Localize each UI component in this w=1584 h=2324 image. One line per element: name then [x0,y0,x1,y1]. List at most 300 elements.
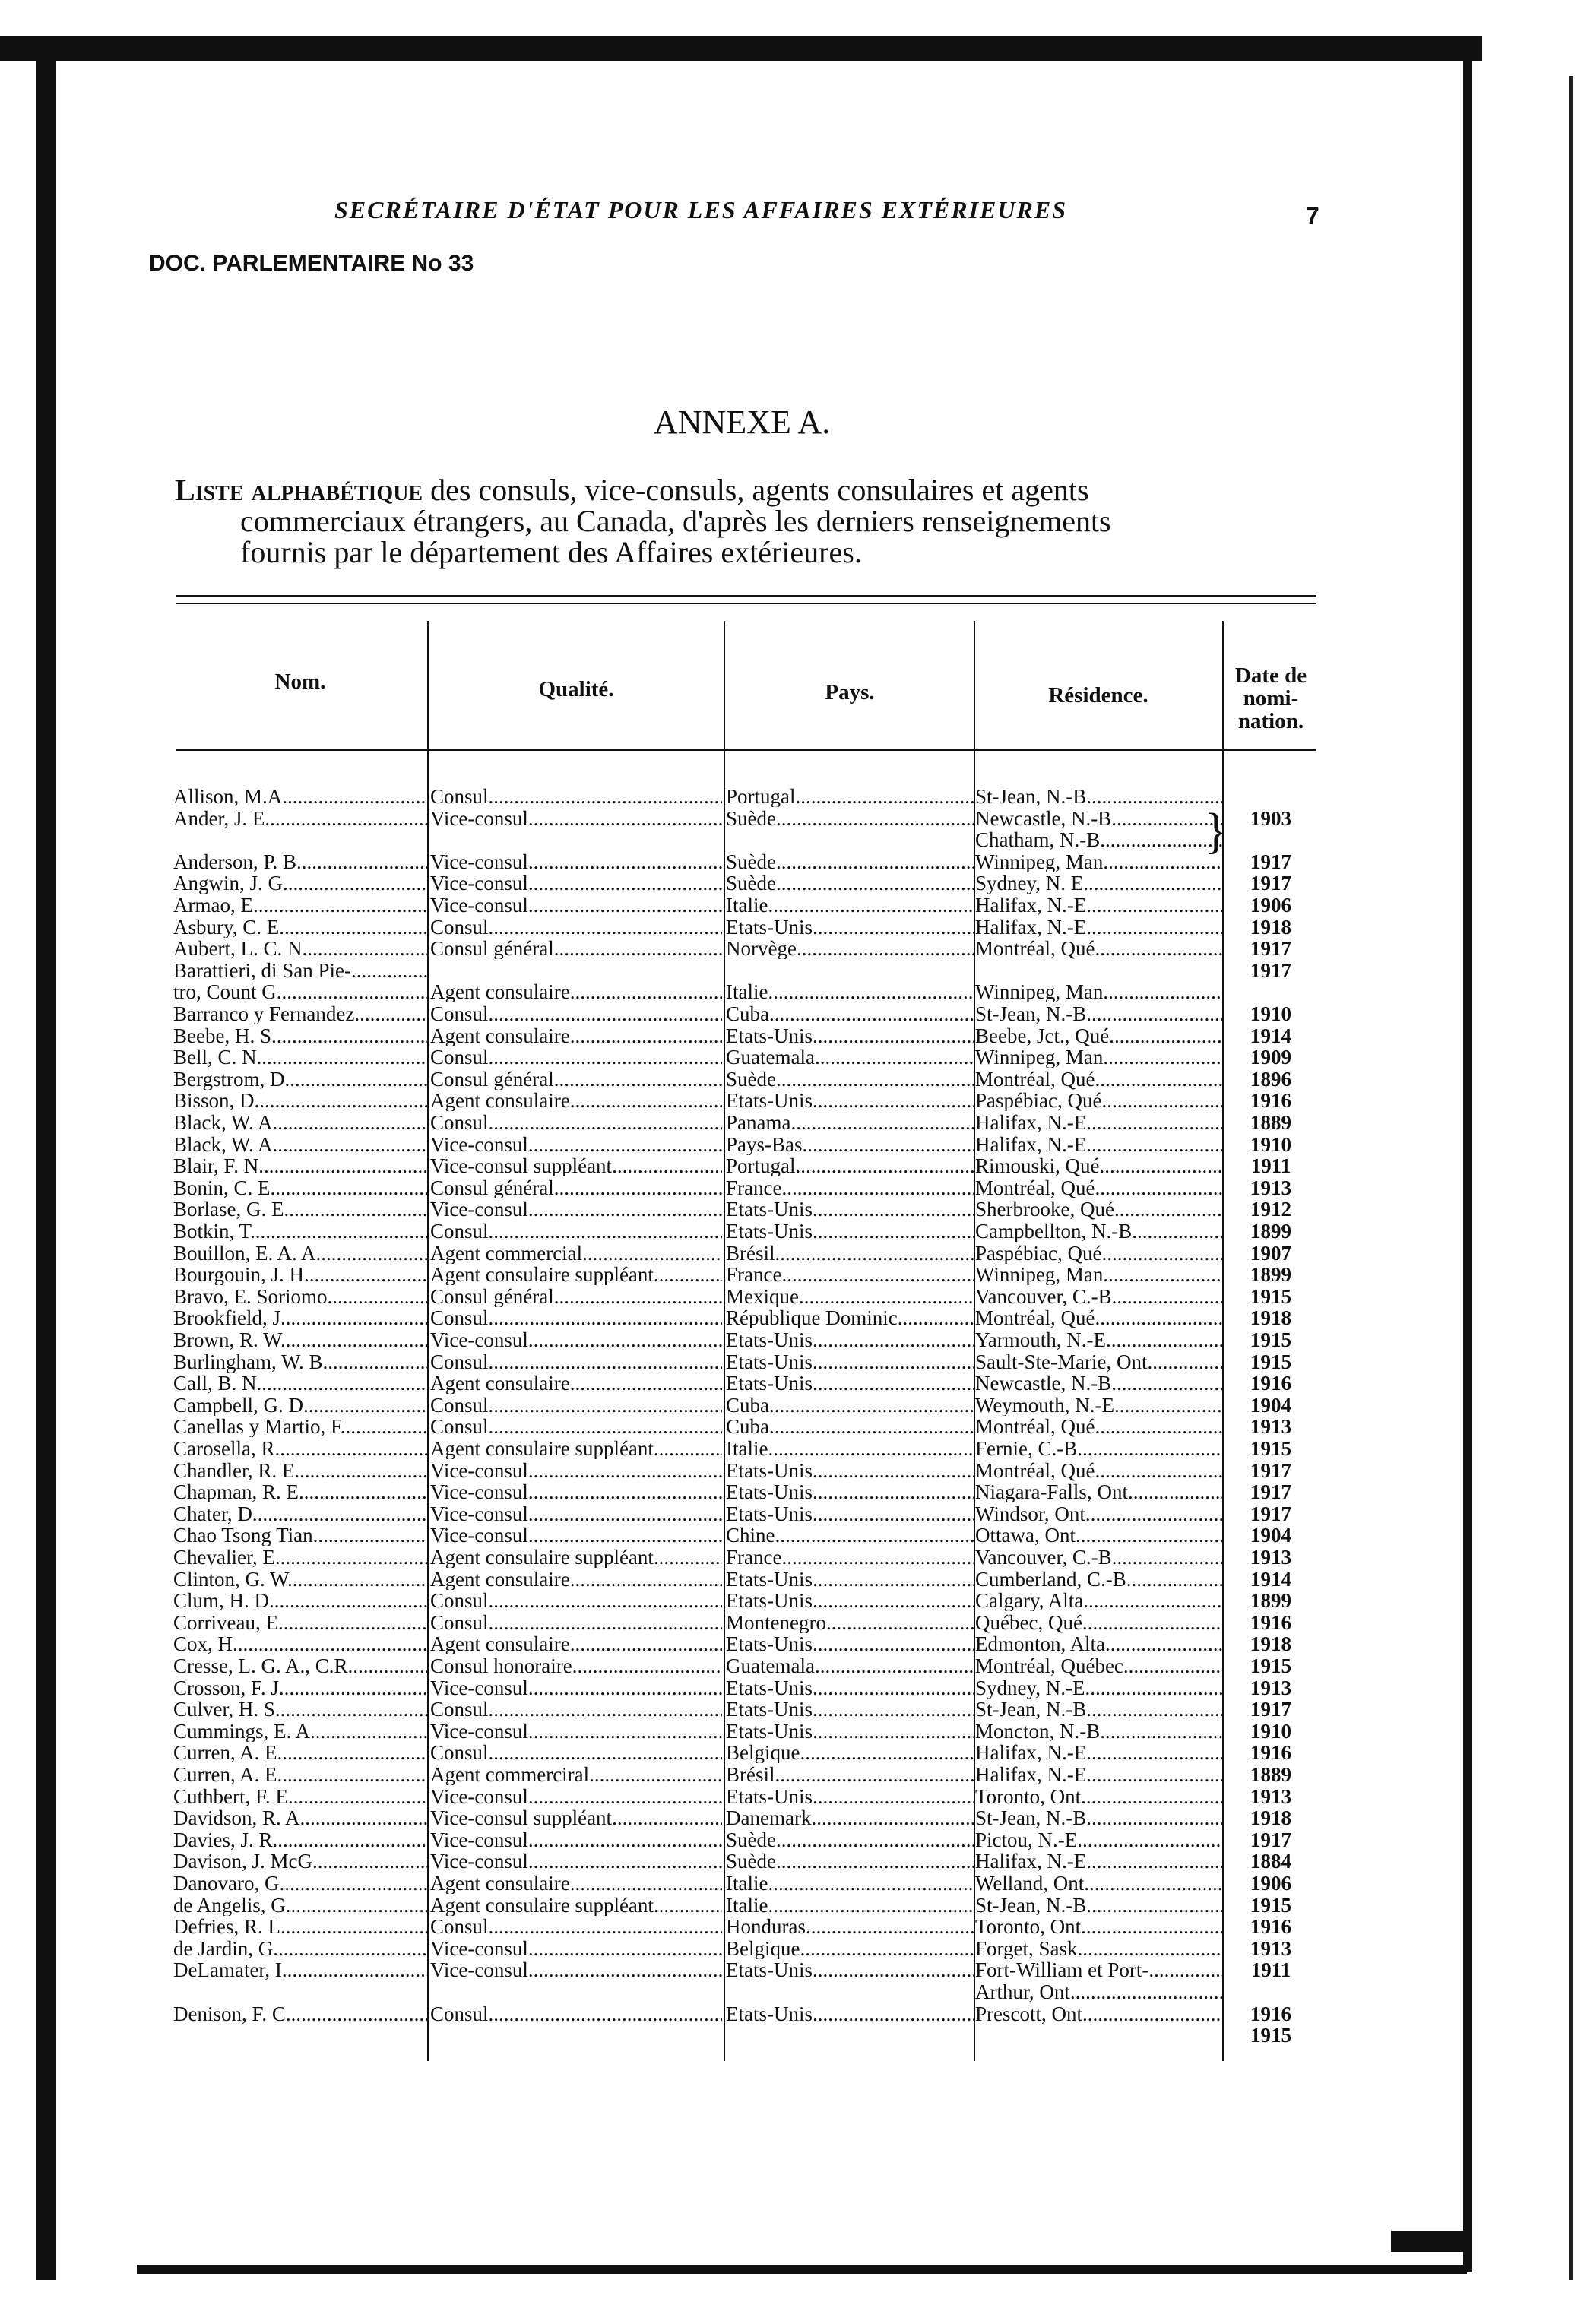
table-row [0,1438,1584,1459]
cell-nom: Botkin, T. ..... [173,1221,427,1242]
cell-residence: St-Jean, N.-B. ..... [975,1699,1222,1720]
cell-qualite: Consul ..... [430,1351,722,1373]
cell-qualite: Agent consulaire ..... [430,981,722,1002]
cell-pays: Etats-Unis ..... [726,2003,975,2025]
cell-pays: Etats-Unis ..... [726,1025,975,1046]
cell-qualite: Vice-consul ..... [430,1460,722,1481]
cell-qualite: Agent consulaire suppléant ..... [430,1547,722,1568]
table-row [0,1807,1584,1828]
table-row [0,1460,1584,1481]
cell-qualite: Consul général ..... [430,938,722,959]
cell-pays: Guatemala ..... [726,1046,975,1068]
cell-qualite: Consul ..... [430,1307,722,1328]
table-row [0,1612,1584,1633]
cell-qualite: Consul ..... [430,1395,722,1416]
cell-residence: Halifax, N.-E. ..... [975,1112,1222,1133]
cell-residence: Vancouver, C.-B. ..... [975,1547,1222,1568]
cell-qualite: Vice-consul ..... [430,1329,722,1350]
annex-title: ANNEXE A. [654,404,831,441]
cell-nom: Canellas y Martio, F. ..... [173,1416,427,1437]
cell-date: 1915 [1250,1285,1291,1307]
table-row [0,1916,1584,1937]
cell-pays: Etats-Unis ..... [726,1959,975,1980]
page-frame-top [0,36,1482,61]
cell-pays: Etats-Unis ..... [726,1090,975,1111]
table-row [0,1329,1584,1350]
table-row [0,1742,1584,1763]
residence-brace: } [1204,803,1228,859]
cell-date: 1906 [1250,1873,1291,1894]
cell-nom: Bouillon, E. A. A. ..... [173,1243,427,1264]
table-row [0,1829,1584,1851]
page-number: 7 [1306,202,1319,230]
cell-date: 1917 [1250,1459,1291,1481]
cell-qualite: Vice-consul ..... [430,894,722,916]
intro-line-2: commerciaux étrangers, au Canada, d'après les derniers renseignements [240,504,1111,538]
cell-nom: Allison, M.A. ..... [173,786,427,807]
cell-residence: St-Jean, N.-B. ..... [975,1003,1222,1024]
cell-date: 1916 [1250,1916,1291,1938]
cell-nom: Black, W. A. ..... [173,1134,427,1155]
cell-date: 1899 [1250,1221,1291,1242]
cell-pays: Etats-Unis ..... [726,1590,975,1611]
cell-nom: Asbury, C. E. ..... [173,917,427,938]
cell-date: 1917 [1250,959,1291,981]
cell-residence: Winnipeg, Man. ..... [975,1264,1222,1285]
cell-residence: Moncton, N.-B. ..... [975,1721,1222,1742]
cell-nom: de Jardin, G. ..... [173,1938,427,1959]
cell-date: 1904 [1250,1525,1291,1547]
cell-residence: Sherbrooke, Qué. ..... [975,1198,1222,1220]
cell-residence: Winnipeg, Man. ..... [975,851,1222,872]
cell-qualite: Agent consulaire ..... [430,1373,722,1394]
table-top-rule [176,595,1316,597]
cell-nom: Carosella, R. ..... [173,1438,427,1459]
header-date: Date de nomi- nation. [1234,663,1307,733]
cell-nom: Anderson, P. B. ..... [173,851,427,872]
cell-date: 1917 [1250,938,1291,960]
cell-date: 1911 [1250,1155,1291,1177]
cell-date: 1913 [1250,1416,1291,1438]
cell-qualite: Consul général ..... [430,1177,722,1198]
cell-qualite: Vice-consul ..... [430,1851,722,1872]
cell-qualite: Consul ..... [430,1612,722,1633]
table-row [0,786,1584,807]
cell-qualite: Vice-consul ..... [430,1198,722,1220]
cell-residence: Montréal, Qué. ..... [975,1416,1222,1437]
cell-residence: St-Jean, N.-B. ..... [975,786,1222,807]
cell-date: 1915 [1250,2025,1291,2047]
cell-nom: Chater, D. ..... [173,1503,427,1525]
cell-nom: tro, Count G. ..... [173,981,427,1002]
cell-nom: DeLamater, I. ..... [173,1959,427,1980]
table-row [0,1786,1584,1807]
table-row [0,1873,1584,1894]
cell-date: 1915 [1250,1655,1291,1677]
cell-residence: Forget, Sask. ..... [975,1938,1222,1959]
cell-qualite: Vice-consul ..... [430,808,722,829]
cell-residence: Prescott, Ont. ..... [975,2003,1222,2025]
table-row [0,1221,1584,1242]
cell-nom: Crosson, F. J. ..... [173,1677,427,1699]
table-row [0,981,1584,1002]
cell-nom: Aubert, L. C. N. ..... [173,938,427,959]
cell-nom: Angwin, J. G. ..... [173,872,427,894]
cell-nom: Curren, A. E. ..... [173,1742,427,1763]
cell-qualite: Consul ..... [430,1699,722,1720]
cell-nom: Bisson, D. ..... [173,1090,427,1111]
cell-pays: Suède ..... [726,1069,975,1090]
cell-residence: Campbellton, N.-B. ..... [975,1221,1222,1242]
table-row [0,1177,1584,1198]
cell-residence: Halifax, N.-E. ..... [975,1851,1222,1872]
intro-lead: Liste alphabétique [175,473,423,507]
cell-residence: Yarmouth, N.-E. ..... [975,1329,1222,1350]
cell-nom: Cuthbert, F. E. ..... [173,1786,427,1807]
table-row [0,1003,1584,1024]
cell-residence: Halifax, N.-E. ..... [975,894,1222,916]
cell-date: 1899 [1250,1590,1291,1612]
cell-nom: Brown, R. W. ..... [173,1329,427,1350]
cell-pays: Belgique ..... [726,1938,975,1959]
cell-pays: Etats-Unis ..... [726,1503,975,1525]
cell-qualite: Agent consulaire ..... [430,1090,722,1111]
cell-date: 1918 [1250,1633,1291,1655]
cell-residence: Montréal, Qué. ..... [975,1307,1222,1328]
cell-nom: Barattieri, di San Pie- ..... [173,960,427,981]
table-row [0,1090,1584,1111]
cell-pays: Pays-Bas ..... [726,1134,975,1155]
cell-qualite: Consul ..... [430,1003,722,1024]
cell-pays: Belgique ..... [726,1742,975,1763]
cell-residence: Pictou, N.-E. ..... [975,1829,1222,1851]
cell-qualite: Agent consulaire ..... [430,1633,722,1654]
cell-date: 1913 [1250,1937,1291,1959]
table-row [0,1264,1584,1285]
cell-pays: Etats-Unis ..... [726,1329,975,1350]
cell-pays: République Dominic. ..... [726,1307,975,1328]
cell-qualite: Agent consulaire ..... [430,1569,722,1590]
cell-qualite: Vice-consul ..... [430,1829,722,1851]
cell-nom: Burlingham, W. B. ..... [173,1351,427,1373]
cell-residence: Toronto, Ont. ..... [975,1916,1222,1937]
cell-pays: Cuba ..... [726,1416,975,1437]
cell-nom: Clinton, G. W. ..... [173,1569,427,1590]
cell-pays: Italie ..... [726,1895,975,1916]
cell-residence: Halifax, N.-E. ..... [975,1764,1222,1785]
cell-qualite: Consul ..... [430,786,722,807]
cell-date: 1918 [1250,1807,1291,1829]
header-nom: Nom. [274,670,326,694]
cell-pays: Italie ..... [726,894,975,916]
cell-nom: Call, B. N. ..... [173,1373,427,1394]
cell-qualite: Consul ..... [430,917,722,938]
table-row [0,1721,1584,1742]
table-row [0,1025,1584,1046]
cell-qualite: Vice-consul ..... [430,1938,722,1959]
cell-qualite: Vice-consul ..... [430,872,722,894]
cell-nom: Clum, H. D. ..... [173,1590,427,1611]
cell-residence: Niagara-Falls, Ont. ..... [975,1481,1222,1502]
cell-pays: Etats-Unis ..... [726,1699,975,1720]
cell-date: 1917 [1250,1699,1291,1721]
cell-nom: Borlase, G. E. ..... [173,1198,427,1220]
table-row [0,1243,1584,1264]
table-row [0,960,1584,981]
cell-pays: Etats-Unis ..... [726,1481,975,1502]
cell-date: 1918 [1250,916,1291,938]
cell-residence: Newcastle, N.-B. ..... [975,1373,1222,1394]
cell-qualite: Vice-consul ..... [430,851,722,872]
table-row [0,1938,1584,1959]
table-row [0,872,1584,894]
table-row [0,1525,1584,1546]
table-row [0,1307,1584,1328]
cell-nom: Corriveau, E. ..... [173,1612,427,1633]
cell-nom: Defries, R. L. ..... [173,1916,427,1937]
cell-nom: Barranco y Fernandez ..... [173,1003,427,1024]
cell-date: 1904 [1250,1394,1291,1416]
cell-nom: de Angelis, G. ..... [173,1895,427,1916]
cell-nom: Black, W. A. ..... [173,1112,427,1133]
cell-date: 1913 [1250,1677,1291,1699]
cell-residence: Montréal, Qué. ..... [975,1460,1222,1481]
cell-pays: Etats-Unis ..... [726,1198,975,1220]
cell-date: 1918 [1250,1307,1291,1329]
cell-nom: Davies, J. R. ..... [173,1829,427,1851]
cell-date: 1916 [1250,1742,1291,1764]
table-row [0,1069,1584,1090]
cell-qualite: Agent consulaire ..... [430,1873,722,1894]
cell-residence: Halifax, N.-E. ..... [975,917,1222,938]
table-row [0,808,1584,829]
page-frame-bottom [137,2265,1467,2274]
cell-qualite: Consul ..... [430,1112,722,1133]
cell-qualite: Vice-consul ..... [430,1525,722,1546]
cell-pays: Panama ..... [726,1112,975,1133]
cell-qualite: Consul ..... [430,1221,722,1242]
cell-date: 1910 [1250,1133,1291,1155]
table-row [0,917,1584,938]
cell-pays: Danemark ..... [726,1807,975,1828]
cell-nom: Cresse, L. G. A., C.R. ..... [173,1655,427,1677]
cell-date: 1915 [1250,1438,1291,1459]
cell-date: 1917 [1250,872,1291,894]
cell-nom: Campbell, G. D. ..... [173,1395,427,1416]
cell-qualite: Vice-consul ..... [430,1503,722,1525]
cell-qualite: Vice-consul ..... [430,1721,722,1742]
cell-date: 1917 [1250,1828,1291,1851]
cell-qualite: Consul ..... [430,1742,722,1763]
table-row [0,1155,1584,1176]
cell-pays: Brésil ..... [726,1243,975,1264]
cell-date: 1913 [1250,1547,1291,1568]
cell-pays: Etats-Unis ..... [726,1677,975,1699]
page-frame-bottom-corner [1391,2231,1467,2252]
table-row [0,2003,1584,2025]
cell-date: 1912 [1250,1198,1291,1221]
table-header-rule [176,749,1316,751]
cell-date: 1913 [1250,1785,1291,1807]
cell-residence: Fernie, C.-B. ..... [975,1438,1222,1459]
table-row [0,938,1584,959]
cell-pays: France ..... [726,1264,975,1285]
table-row [0,1373,1584,1394]
cell-date: 1889 [1250,1112,1291,1133]
cell-date: 1910 [1250,1003,1291,1024]
cell-qualite: Vice-consul ..... [430,1959,722,1980]
cell-residence: Halifax, N.-E. ..... [975,1742,1222,1763]
cell-residence: Sault-Ste-Marie, Ont. ..... [975,1351,1222,1373]
intro-line-3: fournis par le département des Affaires extérieures. [240,535,862,569]
cell-pays: Norvège ..... [726,938,975,959]
cell-residence: Montréal, Qué. ..... [975,938,1222,959]
table-row [0,1503,1584,1525]
table-row [0,1851,1584,1872]
cell-residence: Halifax, N.-E. ..... [975,1134,1222,1155]
table-row [0,1416,1584,1437]
cell-pays: Cuba ..... [726,1003,975,1024]
header-qualite: Qualité. [538,677,614,701]
cell-date: 1915 [1250,1350,1291,1373]
table-row [0,1134,1584,1155]
cell-pays: Suède ..... [726,1851,975,1872]
cell-residence: Fort-William et Port- ..... [975,1959,1222,1980]
cell-pays: France ..... [726,1547,975,1568]
table-row [0,1395,1584,1416]
cell-date: 1884 [1250,1851,1291,1873]
doc-reference: DOC. PARLEMENTAIRE No 33 [149,251,474,276]
table-row [0,894,1584,916]
cell-date: 1889 [1250,1764,1291,1785]
cell-nom: Bravo, E. Soriomo ..... [173,1286,427,1307]
cell-qualite: Vice-consul ..... [430,1677,722,1699]
cell-nom: Davison, J. McG. ..... [173,1851,427,1872]
table-row [0,1677,1584,1699]
header-pays: Pays. [825,680,875,704]
cell-nom: Chapman, R. E. ..... [173,1481,427,1502]
cell-pays: Suède ..... [726,872,975,894]
cell-qualite: Agent consulaire suppléant ..... [430,1895,722,1916]
cell-date: 1896 [1250,1068,1291,1090]
cell-date: 1916 [1250,1090,1291,1112]
cell-residence: Windsor, Ont. ..... [975,1503,1222,1525]
table-row [0,1590,1584,1611]
cell-pays: Etats-Unis ..... [726,1633,975,1654]
cell-date: 1911 [1250,1959,1291,1981]
table-row [0,2025,1584,2046]
cell-pays: Etats-Unis ..... [726,1721,975,1742]
table-row [0,1198,1584,1220]
cell-qualite: Vice-consul suppléant ..... [430,1807,722,1828]
cell-date: 1915 [1250,1894,1291,1916]
cell-nom: Cox, H. ..... [173,1633,427,1654]
cell-date: 1914 [1250,1024,1291,1046]
cell-date: 1917 [1250,850,1291,872]
cell-residence: Rimouski, Qué. ..... [975,1155,1222,1176]
cell-residence: Montréal, Québec ..... [975,1655,1222,1677]
cell-residence: St-Jean, N.-B. ..... [975,1807,1222,1828]
cell-date: 1916 [1250,1611,1291,1633]
cell-pays: Guatemala ..... [726,1655,975,1677]
table-row [0,1351,1584,1373]
cell-pays: Brésil ..... [726,1764,975,1785]
table-row [0,1569,1584,1590]
cell-date: 1917 [1250,1481,1291,1503]
cell-qualite: Vice-consul suppléant ..... [430,1155,722,1176]
cell-nom: Beebe, H. S. ..... [173,1025,427,1046]
cell-date: 1917 [1250,1502,1291,1525]
cell-nom: Culver, H. S. ..... [173,1699,427,1720]
cell-date: 1906 [1250,894,1291,916]
cell-pays: Italie ..... [726,1438,975,1459]
cell-residence: Winnipeg, Man. ..... [975,1046,1222,1068]
cell-date: 1916 [1250,2003,1291,2025]
cell-residence: Beebe, Jct., Qué. ..... [975,1025,1222,1046]
cell-qualite: Vice-consul ..... [430,1481,722,1502]
running-title: SECRÉTAIRE D'ÉTAT POUR LES AFFAIRES EXTÉRIEURES [334,196,1067,223]
intro-paragraph [175,474,1323,568]
table-row [0,1764,1584,1785]
cell-pays: Portugal ..... [726,786,975,807]
table-row [0,1286,1584,1307]
cell-pays: Italie ..... [726,981,975,1002]
cell-pays: Cuba ..... [726,1395,975,1416]
cell-qualite: Consul ..... [430,1416,722,1437]
cell-qualite: Agent commerciral ..... [430,1764,722,1785]
cell-pays: Suède ..... [726,808,975,829]
cell-residence: Newcastle, N.-B. ..... [975,808,1222,829]
cell-pays: Chine ..... [726,1525,975,1546]
cell-nom: Blair, F. N. ..... [173,1155,427,1176]
cell-pays: France ..... [726,1177,975,1198]
table-top-rule-2 [176,603,1316,604]
cell-residence: Vancouver, C.-B. ..... [975,1286,1222,1307]
cell-qualite: Consul ..... [430,1916,722,1937]
cell-qualite: Agent consulaire suppléant ..... [430,1264,722,1285]
cell-residence: Weymouth, N.-E. ..... [975,1395,1222,1416]
cell-nom: Bergstrom, D. ..... [173,1069,427,1090]
cell-date: 1909 [1250,1046,1291,1069]
cell-date: 1899 [1250,1264,1291,1286]
cell-residence: Winnipeg, Man. ..... [975,981,1222,1002]
cell-nom: Chevalier, E. ..... [173,1547,427,1568]
table-row [0,1481,1584,1502]
cell-residence: Edmonton, Alta. ..... [975,1633,1222,1654]
cell-qualite: Consul ..... [430,1590,722,1611]
cell-date: 1913 [1250,1176,1291,1198]
cell-pays: Suède ..... [726,851,975,872]
cell-residence: Ottawa, Ont. ..... [975,1525,1222,1546]
cell-date: 1914 [1250,1568,1291,1590]
cell-pays: Etats-Unis ..... [726,1351,975,1373]
cell-qualite: Agent consulaire suppléant ..... [430,1438,722,1459]
cell-residence: Welland, Ont. ..... [975,1873,1222,1894]
cell-date: 1907 [1250,1242,1291,1264]
cell-qualite: Consul ..... [430,1046,722,1068]
cell-qualite: Agent consulaire ..... [430,1025,722,1046]
cell-pays: Etats-Unis ..... [726,1221,975,1242]
cell-nom: Brookfield, J. ..... [173,1307,427,1328]
cell-pays: Mexique ..... [726,1286,975,1307]
cell-qualite: Consul honoraire ..... [430,1655,722,1677]
cell-nom: Cummings, E. A. ..... [173,1721,427,1742]
cell-residence: Montréal, Qué. ..... [975,1177,1222,1198]
cell-pays: Portugal ..... [726,1155,975,1176]
cell-pays: Montenegro ..... [726,1612,975,1633]
cell-residence: Sydney, N. E. ..... [975,872,1222,894]
cell-nom: Bourgouin, J. H. ..... [173,1264,427,1285]
